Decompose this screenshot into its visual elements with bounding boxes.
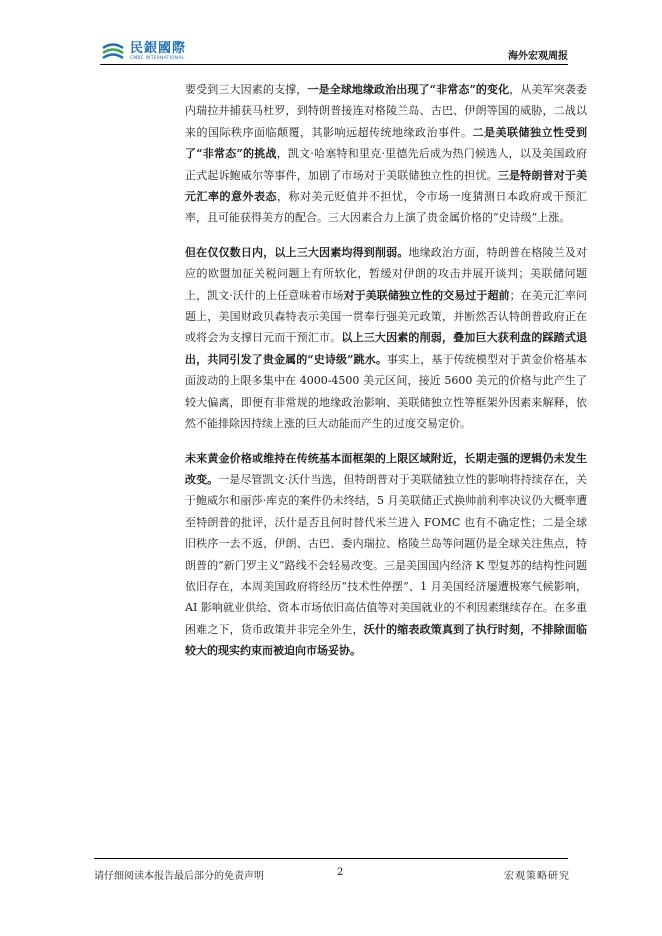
page-footer <box>0 858 662 898</box>
report-title: 海外宏观周报 <box>508 51 568 62</box>
text-run: 要受到三大因素的支撑， <box>185 83 308 96</box>
bold-text-run: 对于美联储独立性的交易过于超前 <box>343 288 510 302</box>
report-body <box>185 79 587 662</box>
footer-divider <box>94 858 568 859</box>
text-run: 事实上，基于传统模型对于黄金价格基本面波动的上限多集中在 4000-4500 美元区间，接近 5600 美元的价格与此产生了较大偏离，即便有非常规的地缘政治影响、美联储独立性等框架外因素来解释，依然不能排除因持续上涨的巨大动能而产生的过度交易定价。 <box>185 352 588 431</box>
logo-english-name: CMBC INTERNATIONAL <box>130 56 185 62</box>
footer-disclaimer: 请仔细阅读本报告最后部分的免责声明 <box>94 871 264 882</box>
paragraph-outlook <box>185 448 587 662</box>
bold-text-run: 一是全球地缘政治出现了“非常态”的变化 <box>307 83 510 96</box>
page-number: 2 <box>337 867 344 878</box>
text-run: ，从美军突袭委内瑞拉并捕获马杜罗，到特朗普接连对格陵兰岛、古巴、伊朗等国的威胁，二战以来的国际秩序面临颠覆，其影响远超传统地缘政治事件。 <box>185 83 588 139</box>
text-run: ，凯文·哈塞特和里克·里德先后成为热门候选人，以及美国政府正式起诉鲍威尔等事件，加剧了市场对于美联储独立性的担忧。 <box>185 147 587 182</box>
paragraph-drivers <box>185 79 587 229</box>
header-divider <box>100 64 568 65</box>
page-header <box>0 0 662 72</box>
bold-text-run: 三是特朗普对于美元汇率的意外表态 <box>185 168 588 204</box>
text-run: 地缘政治方面，特朗普在格陵兰及对应的欧盟加征关税问题上有所软化，暂缓对伊朗的攻击并展开谈判；美联储问题上，凯文·沃什的上任意味着市场 <box>185 245 588 302</box>
cmbc-logo-icon <box>100 42 126 62</box>
logo-chinese-name: 民銀國際 <box>130 41 187 57</box>
bold-text-run: 二是美联储独立性受到了“非常态”的挑战 <box>185 125 587 161</box>
bold-text-run: 沃什的缩表政策真到了执行时刻，不排除面临较大的现实约束而被迫向市场妥协。 <box>185 622 588 658</box>
company-logo <box>100 42 186 62</box>
text-run: ，称对美元贬值并不担忧，令市场一度猜测日本政府或干预汇率，且可能获得美方的配合。三大因素合力上演了贵金属价格的“史诗级”上涨。 <box>185 190 587 225</box>
bold-text-run: 但在仅仅数日内，以上三大因素均得到削弱。 <box>185 245 409 259</box>
paragraph-reversal <box>185 242 587 435</box>
bold-text-run: 以上三大因素的削弱，叠加巨大获利盘的踩踏式退出，共同引发了贵金属的“史诗级”跳水。 <box>185 331 588 366</box>
bold-text-run: 未来黄金价格或维持在传统基本面框架的上限区域附近，长期走强的逻辑仍未发生改变。 <box>185 451 587 486</box>
text-run: 一是尽管凯文·沃什当选，但特朗普对于美联储独立性的影响将持续存在，关于鲍威尔和丽莎·库克的案件仍未终结，5 月美联储正式换帅前利率决议仍大概率遭至特朗普的批评，沃什是否且何时替代米兰进入 FOMC 也有不确定性；二是全球旧秩序一去不返，伊朗、古巴、委内瑞拉、格陵兰岛等问题仍是全球关注焦点，特朗普的“新门罗主义”路线不会轻易改变。三是美国国内经济 K 型复苏的结构性问题依旧存在，本周美国政府将经历“技术性停摆”、1 月美国经济屡遭极寒气候影响，AI 影响就业供给、资本市场依旧高估值等对美国就业的不利因素继续存在。在多重困难之下，货币政策并非完全外生， <box>185 472 588 636</box>
text-run: ；在美元汇率问题上，美国财政贝森特表示美国一贯奉行强美元政策，并断然否认特朗普政府正在或将会为支撑日元而干预汇市。 <box>185 288 588 345</box>
footer-department: 宏观策略研究 <box>504 871 570 882</box>
